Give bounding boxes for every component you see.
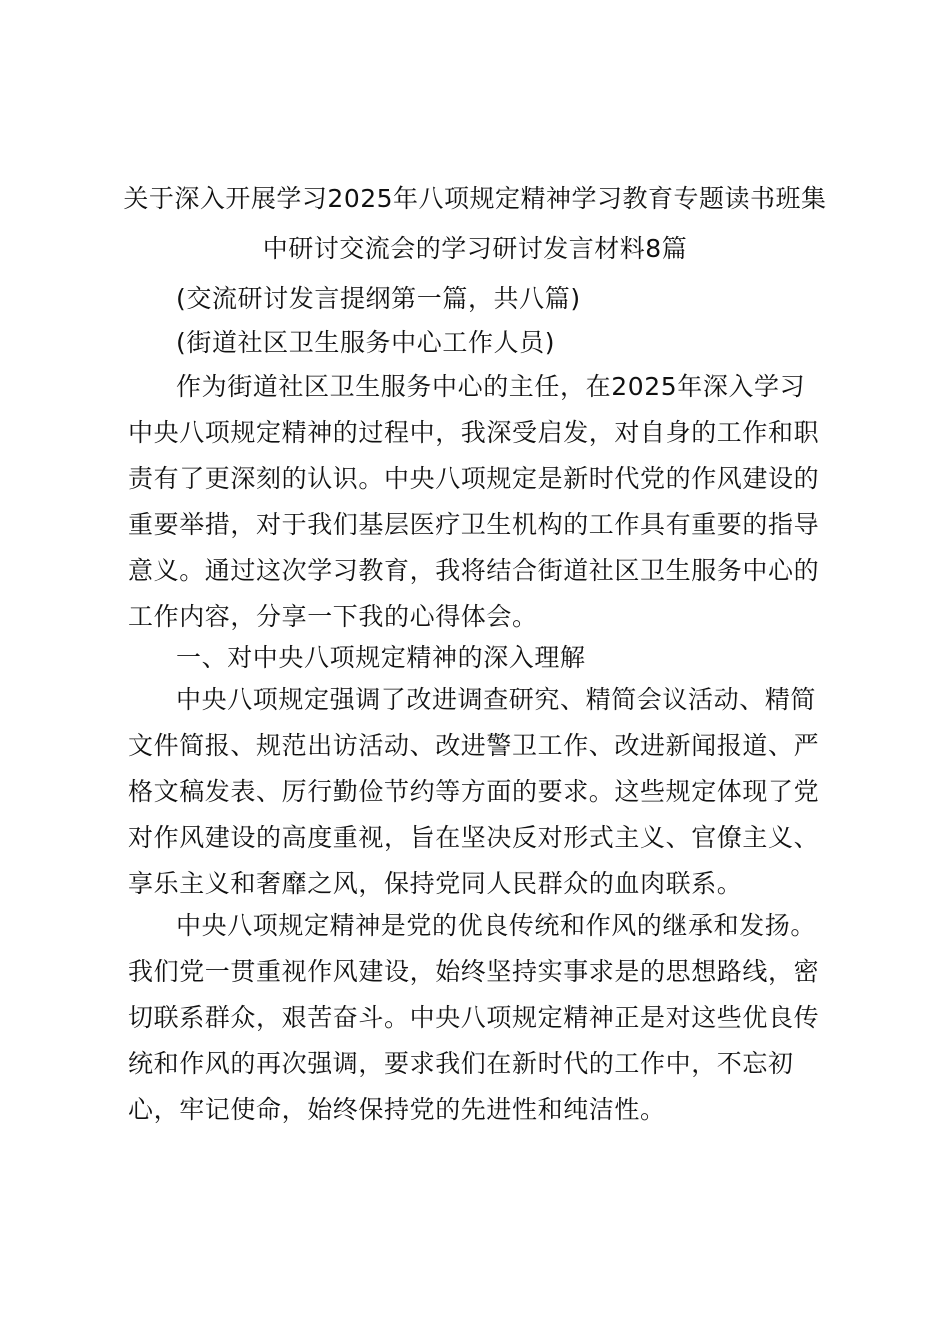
document-title-line-2: 中研讨交流会的学习研讨发言材料8篇 bbox=[262, 234, 688, 263]
body-line: 中央八项规定强调了改进调查研究、精简会议活动、精简 bbox=[176, 685, 817, 714]
body-line: 享乐主义和奢靡之风，保持党同人民群众的血肉联系。 bbox=[128, 869, 743, 898]
body-line: 文件简报、规范出访活动、改进警卫工作、改进新闻报道、严 bbox=[128, 731, 820, 760]
body-line: 意义。通过这次学习教育，我将结合街道社区卫生服务中心的 bbox=[128, 556, 820, 585]
body-line: 心，牢记使命，始终保持党的先进性和纯洁性。 bbox=[128, 1095, 666, 1124]
body-line: 中央八项规定精神的过程中，我深受启发，对自身的工作和职 bbox=[128, 418, 820, 447]
body-line: 切联系群众，艰苦奋斗。中央八项规定精神正是对这些优良传 bbox=[128, 1003, 820, 1032]
body-line: 中央八项规定精神是党的优良传统和作风的继承和发扬。 bbox=[176, 911, 817, 940]
document-title-line-1: 关于深入开展学习2025年八项规定精神学习教育专题读书班集 bbox=[123, 184, 827, 213]
body-line: 格文稿发表、厉行勤俭节约等方面的要求。这些规定体现了党 bbox=[128, 777, 820, 806]
subtitle-author-role: (街道社区卫生服务中心工作人员) bbox=[176, 328, 556, 357]
body-line: 我们党一贯重视作风建设，始终坚持实事求是的思想路线，密 bbox=[128, 957, 820, 986]
body-line: 作为街道社区卫生服务中心的主任，在2025年深入学习 bbox=[176, 372, 806, 401]
body-line: 责有了更深刻的认识。中央八项规定是新时代党的作风建设的 bbox=[128, 464, 820, 493]
section-heading: 一、对中央八项规定精神的深入理解 bbox=[176, 643, 586, 672]
body-line: 统和作风的再次强调，要求我们在新时代的工作中，不忘初 bbox=[128, 1049, 794, 1078]
body-line: 对作风建设的高度重视，旨在坚决反对形式主义、官僚主义、 bbox=[128, 823, 820, 852]
body-line: 重要举措，对于我们基层医疗卫生机构的工作具有重要的指导 bbox=[128, 510, 820, 539]
body-line: 工作内容，分享一下我的心得体会。 bbox=[128, 602, 538, 631]
subtitle-outline-note: (交流研讨发言提纲第一篇，共八篇) bbox=[176, 284, 581, 313]
